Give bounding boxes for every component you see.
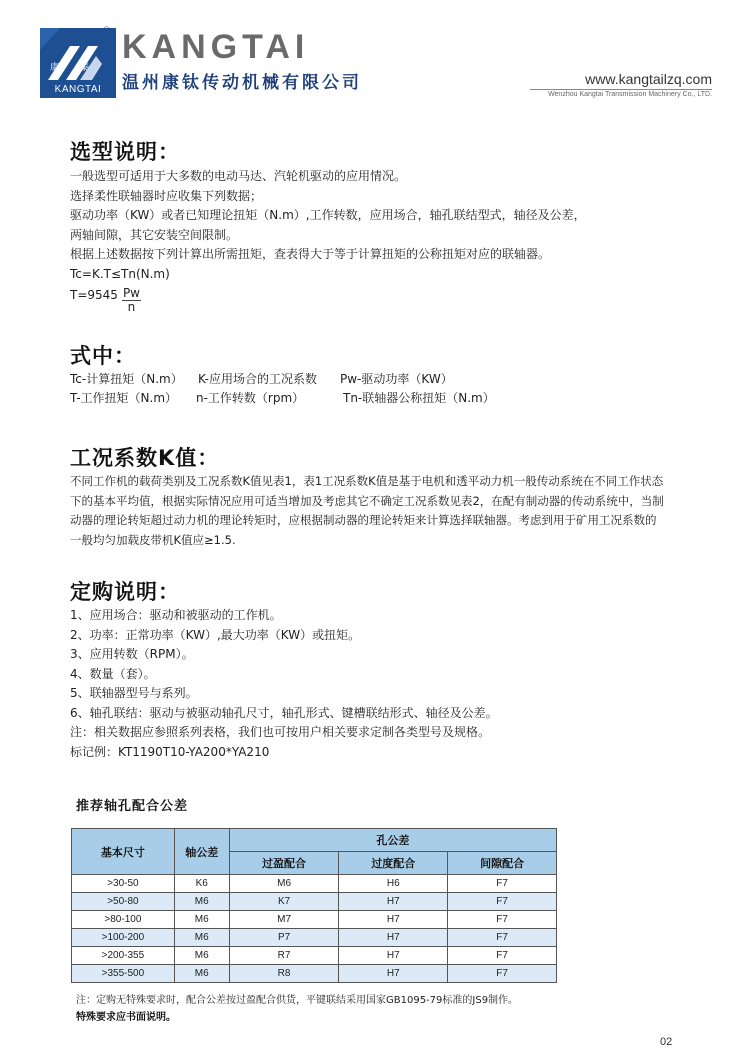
torque-formula: [70, 286, 586, 314]
ordering-body: [70, 606, 498, 762]
cell-shaft-tol: M6: [174, 947, 229, 965]
table-row: [72, 893, 557, 911]
table-row: [72, 875, 557, 893]
cell-interference: R7: [229, 947, 339, 965]
kfactor-line: 下的基本平均值，根据实际情况应用可适当增加及考虑其它不确定工况系数见表2，在配有制动器的传动系统中，当制: [70, 493, 664, 508]
page-number: 02: [660, 1036, 673, 1048]
cell-interference: M6: [229, 875, 339, 893]
selection-line: 一般选型可适用于大多数的电动马达、汽轮机驱动的应用情况。: [70, 169, 407, 183]
logo-char-right: 泰: [80, 63, 90, 73]
table-row: [72, 965, 557, 983]
formula-denominator: n: [127, 300, 136, 314]
cell-interference: R8: [229, 965, 339, 983]
website-link[interactable]: www.kangtailzq.com: [585, 71, 712, 87]
cell-base-size: >80-100: [72, 911, 175, 929]
legend-item: K-应用场合的工况系数: [198, 372, 317, 386]
selection-body: [70, 167, 586, 314]
ordering-line: 标记例：KT1190T10-YA200*YA210: [70, 744, 270, 759]
cell-transition: H7: [339, 947, 448, 965]
cell-shaft-tol: M6: [174, 965, 229, 983]
ordering-line: 4、数量（套）。: [70, 666, 156, 681]
cell-base-size: >50-80: [72, 893, 175, 911]
selection-title: 选型说明：: [70, 140, 180, 164]
cell-base-size: >200-355: [72, 947, 175, 965]
header-clearance-fit: 间隙配合: [448, 852, 557, 875]
header-base-size: 基本尺寸: [72, 829, 175, 875]
table-note: 注：定购无特殊要求时，配合公差按过盈配合供货，平键联结采用国家GB1095-79标准的JS9制作。: [76, 995, 519, 1006]
selection-line: 选择柔性联轴器时应收集下列数据；: [70, 188, 263, 203]
ordering-line: 1、应用场合：驱动和被驱动的工作机。: [70, 608, 282, 622]
kfactor-line: 不同工作机的载荷类别及工况系数K值见表1，表1工况系数K值是基于电机和透平动力机一般传动系统在不同工作状态: [70, 474, 664, 488]
cell-interference: K7: [229, 893, 339, 911]
cell-transition: H7: [339, 893, 448, 911]
legend-title: 式中：: [70, 344, 136, 368]
header-shaft-tolerance: 轴公差: [174, 829, 229, 875]
kfactor-line: 一般均匀加载皮带机K值应≥1.5.: [70, 532, 236, 547]
cell-clearance: F7: [448, 929, 557, 947]
header-hole-tolerance: 孔公差: [229, 829, 556, 852]
cell-transition: H7: [339, 929, 448, 947]
formula-numerator: Pw: [122, 286, 140, 300]
table-title: 推荐轴孔配合公差: [76, 799, 189, 814]
header-divider: [530, 89, 712, 90]
legend-item: n-工作转数（rpm）: [196, 391, 305, 405]
formula-prefix: T=9545: [70, 288, 118, 302]
cell-interference: M7: [229, 911, 339, 929]
cell-transition: H6: [339, 875, 448, 893]
table-note-bold: 特殊要求应书面说明。: [76, 1012, 176, 1023]
cell-clearance: F7: [448, 893, 557, 911]
cell-base-size: >355-500: [72, 965, 175, 983]
ordering-line: 注：相关数据应参照系列表格，我们也可按用户相关要求定制各类型号及规格。: [70, 725, 491, 739]
ordering-title: 定购说明：: [70, 580, 180, 604]
ordering-line: 6、轴孔联结：驱动与被驱动轴孔尺寸，轴孔形式、键槽联结形式、轴径及公差。: [70, 705, 498, 720]
ordering-line: 5、联轴器型号与系列。: [70, 686, 198, 700]
formula-fraction: [122, 286, 141, 314]
legend-item: T-工作扭矩（N.m）: [70, 391, 178, 405]
cell-transition: H7: [339, 911, 448, 929]
legend-item: Pw-驱动功率（KW）: [340, 372, 453, 386]
cell-shaft-tol: K6: [174, 875, 229, 893]
selection-line: 两轴间隙，其它安装空间限制。: [70, 227, 239, 242]
legend-item: Tn-联轴器公称扭矩（N.m）: [343, 391, 495, 405]
company-english-name: Wenzhou Kangtai Transmission Machinery Co., LTD.: [548, 91, 712, 98]
cell-clearance: F7: [448, 911, 557, 929]
kfactor-title: 工况系数K值：: [70, 446, 220, 470]
kfactor-line: 动器的理论转矩超过动力机的理论转矩时，应根据制动器的理论转矩来计算选择联轴器。考虑到用于矿用工况系数的: [70, 513, 657, 527]
cell-clearance: F7: [448, 947, 557, 965]
cell-interference: P7: [229, 929, 339, 947]
cell-base-size: >100-200: [72, 929, 175, 947]
cell-clearance: F7: [448, 965, 557, 983]
cell-transition: H7: [339, 965, 448, 983]
selection-line: Tc=K.T≤Tn(N.m): [70, 266, 170, 281]
table-row: [72, 911, 557, 929]
cell-clearance: F7: [448, 875, 557, 893]
header-interference-fit: 过盈配合: [229, 852, 339, 875]
table-row: [72, 929, 557, 947]
company-name: 温州康钛传动机械有限公司: [122, 73, 362, 93]
cell-shaft-tol: M6: [174, 911, 229, 929]
registered-mark: ®: [102, 26, 111, 36]
table-row: [72, 947, 557, 965]
header-transition-fit: 过度配合: [339, 852, 448, 875]
logo-char-left: 康: [50, 63, 60, 73]
tolerance-table: [71, 828, 557, 983]
legend-item: Tc-计算扭矩（N.m）: [70, 372, 183, 386]
selection-line: 驱动功率（KW）或者已知理论扭矩（N.m）,工作转数，应用场合，轴孔联结型式，轴径及公差，: [70, 208, 586, 222]
logo-text: KANGTAI: [54, 84, 102, 95]
brand-name: KANGTAI: [122, 28, 310, 66]
kfactor-body: [70, 443, 664, 550]
cell-shaft-tol: M6: [174, 893, 229, 911]
cell-base-size: >30-50: [72, 875, 175, 893]
selection-line: 根据上述数据按下列计算出所需扭矩，查表得大于等于计算扭矩的公称扭矩对应的联轴器。: [70, 247, 551, 261]
cell-shaft-tol: M6: [174, 929, 229, 947]
ordering-line: 2、功率：正常功率（KW）,最大功率（KW）或扭矩。: [70, 627, 361, 642]
ordering-line: 3、应用转数（RPM）。: [70, 647, 194, 661]
